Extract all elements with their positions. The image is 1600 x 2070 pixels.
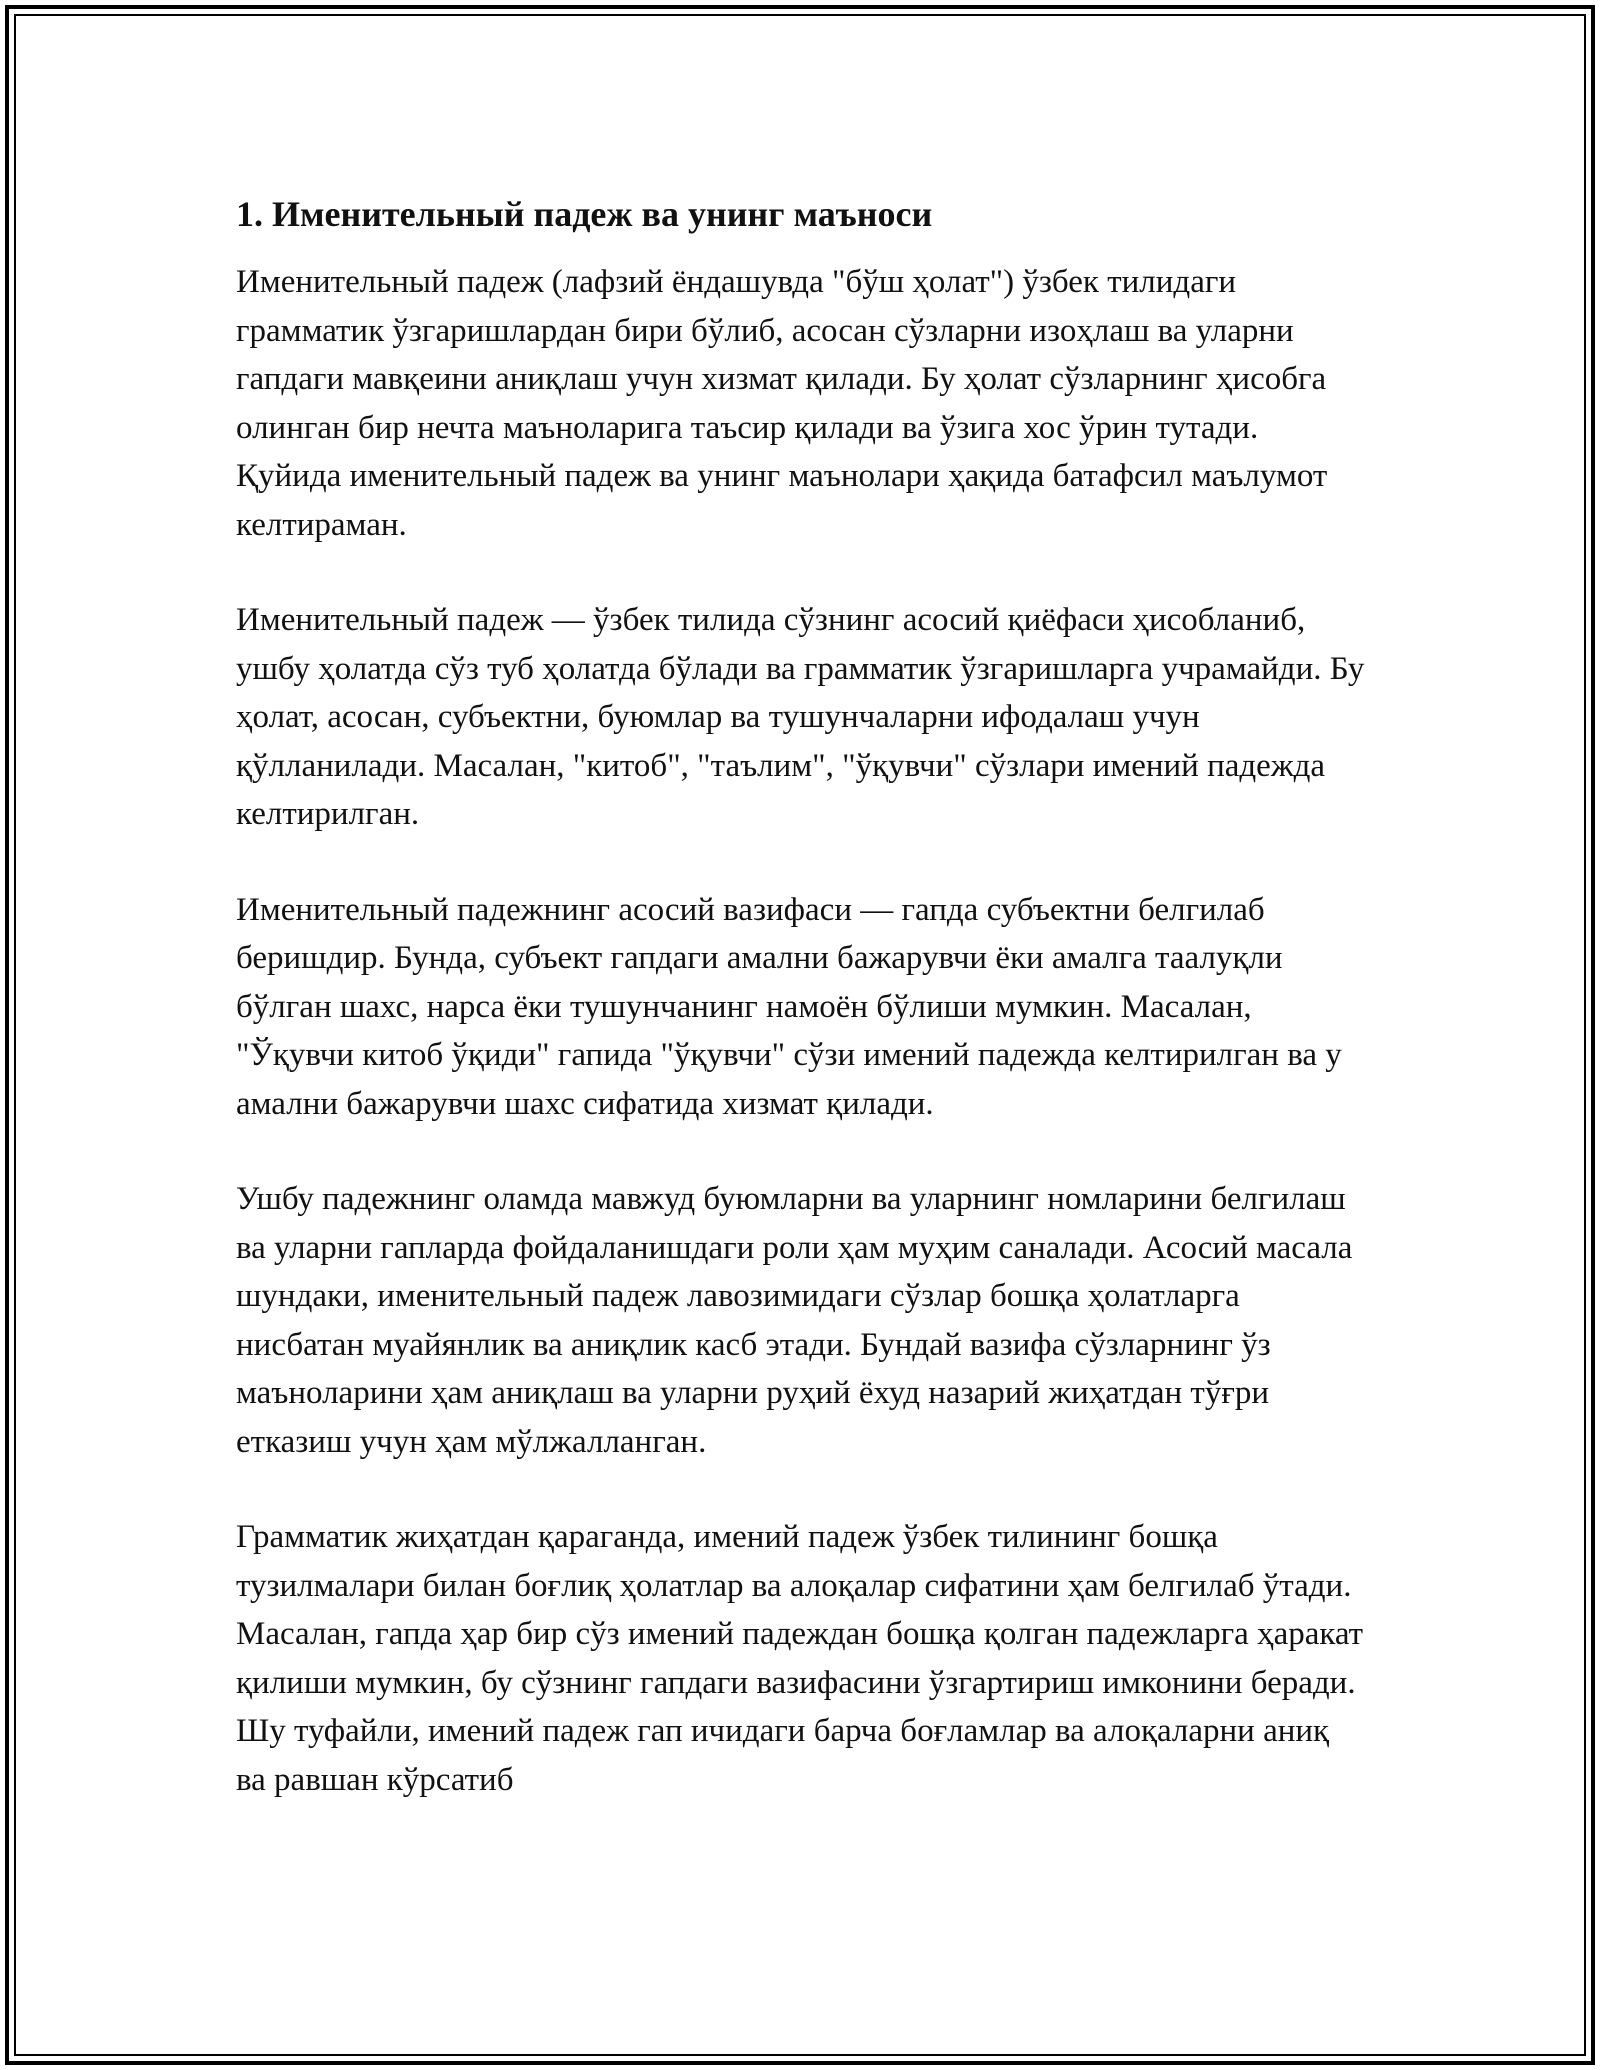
paragraph-5: Грамматик жиҳатдан қараганда, имений падеж ўзбек тилининг бошқа тузилмалари билан боғлиқ ҳолатлар ва алоқалар сифатини ҳам белгилаб ўтади. Масалан, гапда ҳар бир сўз имений падеждан бошқа қолган падежларга ҳаракат қилиши мумкин, бу сўзнинг гапдаги вазифасини ўзгартириш имконини беради. Шу туфайли, имений падеж гап ичидаги барча боғламлар ва алоқаларни аниқ ва равшан кўрсатиб (236, 1519, 1364, 1798)
paragraph-4: Ушбу падежнинг оламда мавжуд буюмларни ва уларнинг номларини белгилаш ва уларни гапларда фойдаланишдаги роли ҳам муҳим саналади. Асосий масала шундаки, именительный падеж лавозимидаги сўзлар бошқа ҳолатларга нисбатан муайянлик ва аниқлик касб этади. Бундай вазифа сўзларнинг ўз маъноларини ҳам аниқлаш ва уларни руҳий ёхуд назарий жиҳатдан тўғри етказиш учун ҳам мўлжалланган. (236, 1181, 1353, 1460)
document-body (236, 190, 1366, 1851)
section-heading: 1. Именительный падеж ва унинг маъноси (236, 194, 933, 234)
paragraph-3: Именительный падежнинг асосий вазифаси — гапда субъектни белгилаб беришдир. Бунда, субъект гапдаги амални бажарувчи ёки амалга таалуқли бўлган шахс, нарса ёки тушунчанинг намоён бўлиши мумкин. Масалан, "Ўқувчи китоб ўқиди" гапида "ўқувчи" сўзи имений падежда келтирилган ва у амални бажарувчи шахс сифатида хизмат қилади. (236, 891, 1342, 1122)
paragraph-2: Именительный падеж — ўзбек тилида сўзнинг асосий қиёфаси ҳисобланиб, ушбу ҳолатда сўз туб ҳолатда бўлади ва грамматик ўзгаришларга учрамайди. Бу ҳолат, асосан, субъектни, буюмлар ва тушунчаларни ифодалаш учун қўлланилади. Масалан, "китоб", "таълим", "ўқувчи" сўзлари имений падежда келтирилган. (236, 602, 1365, 832)
paragraph-1: Именительный падеж (лафзий ёндашувда "бўш ҳолат") ўзбек тилидаги грамматик ўзгаришлардан бири бўлиб, асосан сўзларни изоҳлаш ва уларни гапдаги мавқеини аниқлаш учун хизмат қилади. Бу ҳолат сўзларнинг ҳисобга олинган бир нечта маъноларига таъсир қилади ва ўзига хос ўрин тутади. Қуйида именительный падеж ва унинг маънолари ҳақида батафсил маълумот келтираман. (236, 264, 1328, 543)
